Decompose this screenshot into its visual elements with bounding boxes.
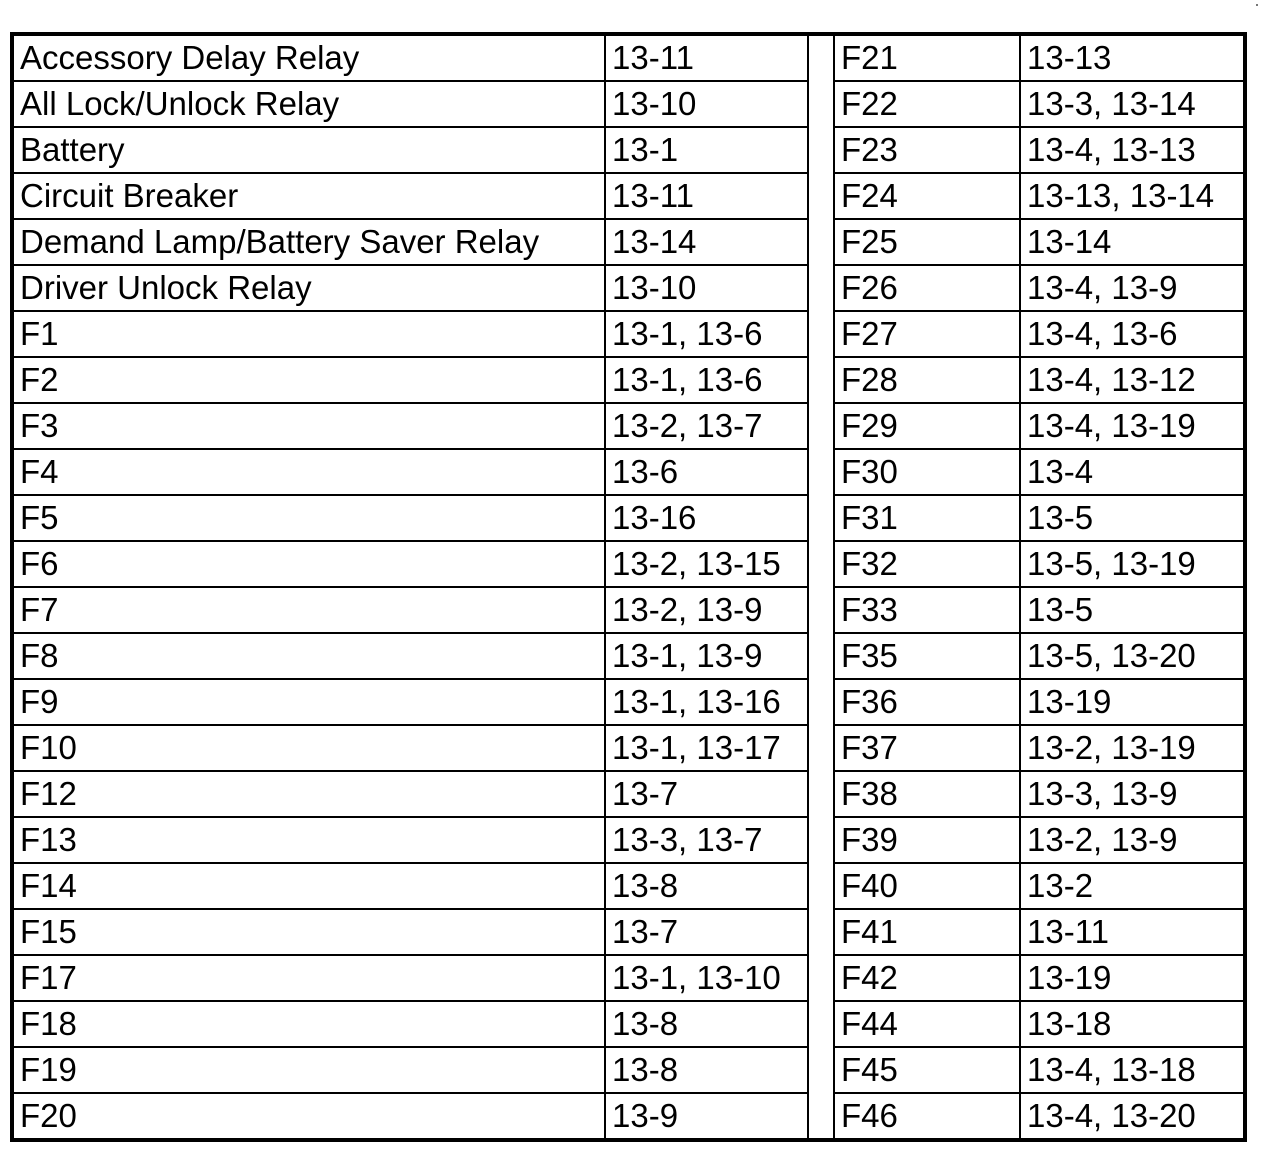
page-ref-cell: 13-2, 13-9 xyxy=(605,587,808,633)
column-gap xyxy=(808,495,834,541)
fuse-page-ref-cell: 13-5 xyxy=(1020,587,1245,633)
page-ref-cell: 13-1, 13-16 xyxy=(605,679,808,725)
fuse-name-cell: F22 xyxy=(834,81,1020,127)
fuse-name-cell: F23 xyxy=(834,127,1020,173)
fuse-name-cell: F40 xyxy=(834,863,1020,909)
component-name-cell: Circuit Breaker xyxy=(12,173,605,219)
column-gap xyxy=(808,265,834,311)
table-row xyxy=(12,541,1245,587)
fuse-page-ref-cell: 13-4, 13-18 xyxy=(1020,1047,1245,1093)
page-ref-cell: 13-8 xyxy=(605,863,808,909)
table-body xyxy=(12,34,1245,1140)
page-ref-cell: 13-2, 13-15 xyxy=(605,541,808,587)
column-gap xyxy=(808,817,834,863)
page-ref-cell: 13-11 xyxy=(605,34,808,81)
column-gap xyxy=(808,1093,834,1140)
fuse-page-ref-cell: 13-3, 13-14 xyxy=(1020,81,1245,127)
page-ref-cell: 13-2, 13-7 xyxy=(605,403,808,449)
column-gap xyxy=(808,403,834,449)
scan-speck xyxy=(1256,4,1258,6)
component-name-cell: F3 xyxy=(12,403,605,449)
fuse-page-ref-cell: 13-14 xyxy=(1020,219,1245,265)
page-ref-cell: 13-1, 13-17 xyxy=(605,725,808,771)
column-gap xyxy=(808,541,834,587)
column-gap xyxy=(808,311,834,357)
component-name-cell: F19 xyxy=(12,1047,605,1093)
page-ref-cell: 13-14 xyxy=(605,219,808,265)
table-row xyxy=(12,587,1245,633)
fuse-page-ref-cell: 13-19 xyxy=(1020,955,1245,1001)
fuse-page-ref-cell: 13-2, 13-19 xyxy=(1020,725,1245,771)
component-name-cell: F8 xyxy=(12,633,605,679)
page-ref-cell: 13-10 xyxy=(605,81,808,127)
fuse-page-ref-cell: 13-4, 13-20 xyxy=(1020,1093,1245,1140)
page-ref-cell: 13-8 xyxy=(605,1001,808,1047)
column-gap xyxy=(808,173,834,219)
column-gap xyxy=(808,587,834,633)
table-row xyxy=(12,34,1245,81)
fuse-name-cell: F27 xyxy=(834,311,1020,357)
column-gap xyxy=(808,633,834,679)
table-row xyxy=(12,1047,1245,1093)
page-ref-cell: 13-8 xyxy=(605,1047,808,1093)
fuse-name-cell: F33 xyxy=(834,587,1020,633)
fuse-name-cell: F36 xyxy=(834,679,1020,725)
component-index-table xyxy=(10,32,1247,1142)
fuse-page-ref-cell: 13-4, 13-9 xyxy=(1020,265,1245,311)
component-name-cell: All Lock/Unlock Relay xyxy=(12,81,605,127)
fuse-name-cell: F29 xyxy=(834,403,1020,449)
column-gap xyxy=(808,771,834,817)
table-row xyxy=(12,403,1245,449)
fuse-page-ref-cell: 13-11 xyxy=(1020,909,1245,955)
table-row xyxy=(12,265,1245,311)
column-gap xyxy=(808,34,834,81)
component-name-cell: F20 xyxy=(12,1093,605,1140)
fuse-page-ref-cell: 13-13, 13-14 xyxy=(1020,173,1245,219)
fuse-name-cell: F41 xyxy=(834,909,1020,955)
column-gap xyxy=(808,1001,834,1047)
component-name-cell: Battery xyxy=(12,127,605,173)
fuse-name-cell: F25 xyxy=(834,219,1020,265)
table-row xyxy=(12,1093,1245,1140)
table-row xyxy=(12,449,1245,495)
column-gap xyxy=(808,81,834,127)
column-gap xyxy=(808,725,834,771)
fuse-page-ref-cell: 13-5, 13-20 xyxy=(1020,633,1245,679)
table-row xyxy=(12,81,1245,127)
fuse-name-cell: F44 xyxy=(834,1001,1020,1047)
table-row xyxy=(12,219,1245,265)
component-name-cell: F4 xyxy=(12,449,605,495)
column-gap xyxy=(808,679,834,725)
fuse-name-cell: F38 xyxy=(834,771,1020,817)
page-ref-cell: 13-9 xyxy=(605,1093,808,1140)
component-name-cell: F14 xyxy=(12,863,605,909)
component-name-cell: F9 xyxy=(12,679,605,725)
fuse-page-ref-cell: 13-4 xyxy=(1020,449,1245,495)
component-name-cell: F5 xyxy=(12,495,605,541)
table-row xyxy=(12,679,1245,725)
component-name-cell: F13 xyxy=(12,817,605,863)
table-row xyxy=(12,771,1245,817)
column-gap xyxy=(808,909,834,955)
component-name-cell: F2 xyxy=(12,357,605,403)
fuse-name-cell: F39 xyxy=(834,817,1020,863)
component-name-cell: F18 xyxy=(12,1001,605,1047)
table-row xyxy=(12,817,1245,863)
page-ref-cell: 13-1 xyxy=(605,127,808,173)
page-ref-cell: 13-10 xyxy=(605,265,808,311)
page-ref-cell: 13-16 xyxy=(605,495,808,541)
fuse-name-cell: F28 xyxy=(834,357,1020,403)
fuse-page-ref-cell: 13-2, 13-9 xyxy=(1020,817,1245,863)
component-name-cell: F15 xyxy=(12,909,605,955)
fuse-page-ref-cell: 13-4, 13-19 xyxy=(1020,403,1245,449)
page-ref-cell: 13-1, 13-6 xyxy=(605,311,808,357)
fuse-page-ref-cell: 13-5, 13-19 xyxy=(1020,541,1245,587)
table-row xyxy=(12,173,1245,219)
fuse-name-cell: F21 xyxy=(834,34,1020,81)
page-ref-cell: 13-1, 13-9 xyxy=(605,633,808,679)
fuse-name-cell: F30 xyxy=(834,449,1020,495)
fuse-name-cell: F32 xyxy=(834,541,1020,587)
column-gap xyxy=(808,357,834,403)
table-row xyxy=(12,311,1245,357)
fuse-page-ref-cell: 13-2 xyxy=(1020,863,1245,909)
column-gap xyxy=(808,127,834,173)
column-gap xyxy=(808,863,834,909)
component-name-cell: Driver Unlock Relay xyxy=(12,265,605,311)
table-row xyxy=(12,909,1245,955)
page-ref-cell: 13-6 xyxy=(605,449,808,495)
column-gap xyxy=(808,1047,834,1093)
fuse-page-ref-cell: 13-19 xyxy=(1020,679,1245,725)
fuse-name-cell: F31 xyxy=(834,495,1020,541)
table-row xyxy=(12,955,1245,1001)
component-name-cell: F17 xyxy=(12,955,605,1001)
table-row xyxy=(12,863,1245,909)
fuse-name-cell: F45 xyxy=(834,1047,1020,1093)
fuse-name-cell: F35 xyxy=(834,633,1020,679)
table-row xyxy=(12,725,1245,771)
page-ref-cell: 13-7 xyxy=(605,771,808,817)
column-gap xyxy=(808,219,834,265)
fuse-page-ref-cell: 13-18 xyxy=(1020,1001,1245,1047)
column-gap xyxy=(808,449,834,495)
component-name-cell: F10 xyxy=(12,725,605,771)
fuse-name-cell: F24 xyxy=(834,173,1020,219)
column-gap xyxy=(808,955,834,1001)
page-ref-cell: 13-1, 13-10 xyxy=(605,955,808,1001)
fuse-name-cell: F46 xyxy=(834,1093,1020,1140)
component-name-cell: F6 xyxy=(12,541,605,587)
fuse-page-ref-cell: 13-5 xyxy=(1020,495,1245,541)
component-name-cell: F12 xyxy=(12,771,605,817)
table-row xyxy=(12,127,1245,173)
fuse-page-ref-cell: 13-4, 13-12 xyxy=(1020,357,1245,403)
table-row xyxy=(12,633,1245,679)
component-name-cell: F7 xyxy=(12,587,605,633)
fuse-page-ref-cell: 13-13 xyxy=(1020,34,1245,81)
fuse-page-ref-cell: 13-4, 13-6 xyxy=(1020,311,1245,357)
table-row xyxy=(12,495,1245,541)
fuse-page-ref-cell: 13-4, 13-13 xyxy=(1020,127,1245,173)
fuse-page-ref-cell: 13-3, 13-9 xyxy=(1020,771,1245,817)
table-row xyxy=(12,357,1245,403)
table-row xyxy=(12,1001,1245,1047)
page-ref-cell: 13-7 xyxy=(605,909,808,955)
fuse-name-cell: F37 xyxy=(834,725,1020,771)
component-name-cell: Demand Lamp/Battery Saver Relay xyxy=(12,219,605,265)
page-ref-cell: 13-3, 13-7 xyxy=(605,817,808,863)
page-ref-cell: 13-11 xyxy=(605,173,808,219)
fuse-name-cell: F42 xyxy=(834,955,1020,1001)
page-ref-cell: 13-1, 13-6 xyxy=(605,357,808,403)
fuse-name-cell: F26 xyxy=(834,265,1020,311)
component-name-cell: Accessory Delay Relay xyxy=(12,34,605,81)
component-name-cell: F1 xyxy=(12,311,605,357)
